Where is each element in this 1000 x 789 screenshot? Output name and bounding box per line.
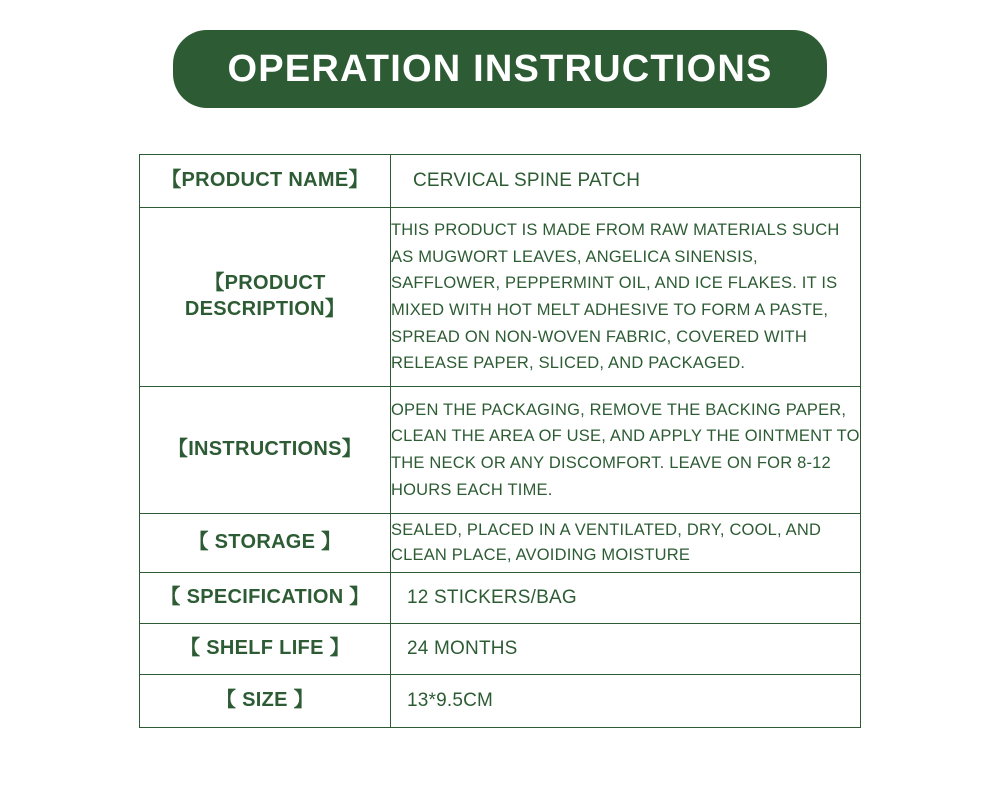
product-spec-table (139, 154, 861, 728)
table-row (140, 514, 861, 573)
spec-table-area (0, 154, 1000, 728)
table-row (140, 573, 861, 624)
row-label-specification: 【 SPECIFICATION 】 (140, 573, 391, 624)
row-value-size: 13*9.5CM (391, 675, 861, 728)
row-value-shelf-life: 24 MONTHS (391, 624, 861, 675)
page-title: OPERATION INSTRUCTIONS (227, 48, 773, 90)
row-label-product-name: 【PRODUCT NAME】 (140, 155, 391, 208)
table-row (140, 208, 861, 387)
table-row (140, 155, 861, 208)
row-label-shelf-life: 【 SHELF LIFE 】 (140, 624, 391, 675)
row-label-product-description: 【PRODUCT DESCRIPTION】 (140, 208, 391, 387)
table-row (140, 624, 861, 675)
table-row (140, 387, 861, 514)
row-label-instructions: 【INSTRUCTIONS】 (140, 387, 391, 514)
row-value-product-description: THIS PRODUCT IS MADE FROM RAW MATERIALS SUCH AS MUGWORT LEAVES, ANGELICA SINENSIS, SAFFLOWER, PEPPERMINT OIL, AND ICE FLAKES. IT IS MIXED WITH HOT MELT ADHESIVE TO FORM A PASTE, SPREAD ON NON-WOVEN FABRIC, COVERED WITH RELEASE PAPER, SLICED, AND PACKAGED. (391, 208, 861, 387)
row-value-specification: 12 STICKERS/BAG (391, 573, 861, 624)
row-label-size: 【 SIZE 】 (140, 675, 391, 728)
row-label-storage: 【 STORAGE 】 (140, 514, 391, 573)
row-value-product-name: CERVICAL SPINE PATCH (391, 155, 861, 208)
header-banner (173, 30, 827, 108)
table-row (140, 675, 861, 728)
header-banner-area (0, 0, 1000, 108)
row-value-instructions: OPEN THE PACKAGING, REMOVE THE BACKING PAPER, CLEAN THE AREA OF USE, AND APPLY THE OINTMENT TO THE NECK OR ANY DISCOMFORT. LEAVE ON FOR 8-12 HOURS EACH TIME. (391, 387, 861, 514)
row-value-storage: SEALED, PLACED IN A VENTILATED, DRY, COOL, AND CLEAN PLACE, AVOIDING MOISTURE (391, 514, 861, 573)
